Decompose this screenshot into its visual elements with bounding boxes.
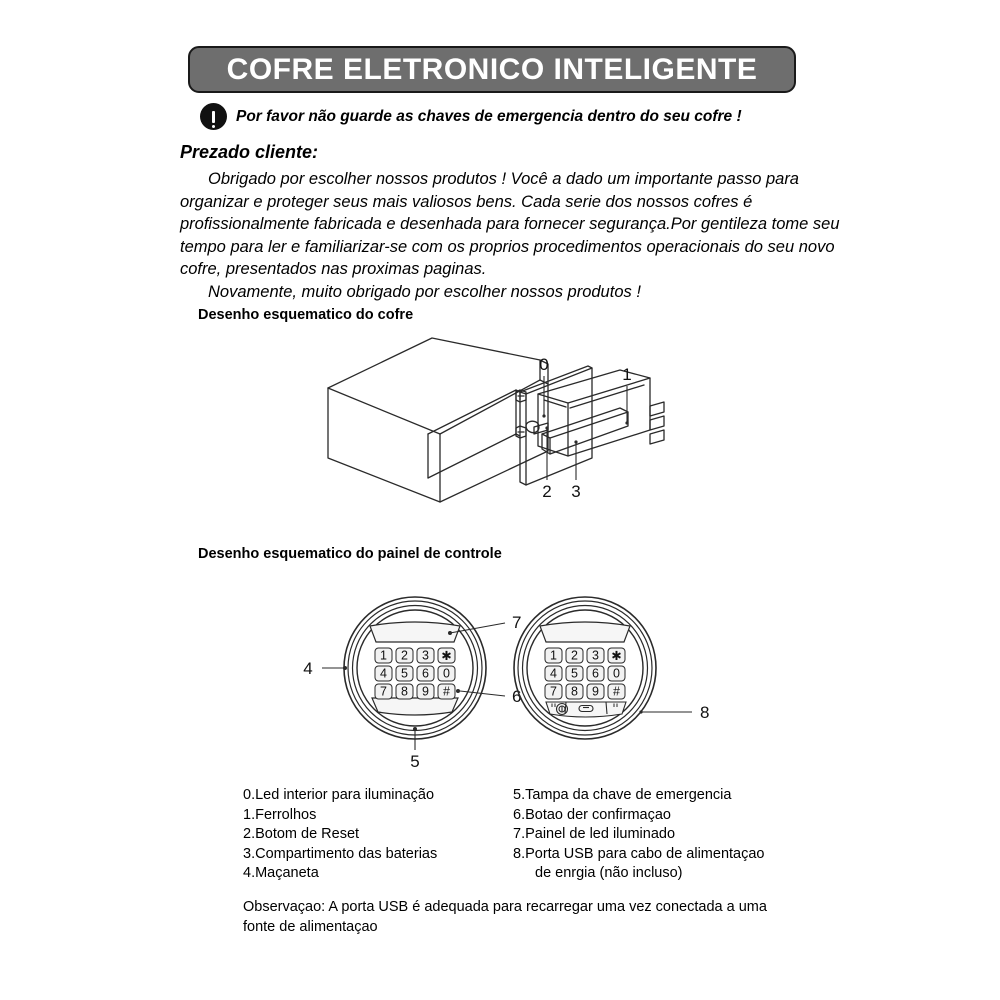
legend-item-8: 8.Porta USB para cabo de alimentaçao	[513, 845, 765, 862]
legend-item-6: 6.Botao der confirmaçao	[513, 806, 671, 823]
exclamation-circle-icon	[200, 103, 227, 130]
svg-text:5: 5	[571, 666, 578, 681]
legend-item-4: 4.Maçaneta	[243, 865, 319, 882]
warning-text: Por favor não guarde as chaves de emergencia dentro do seu cofre !	[236, 107, 742, 125]
legend-item-1: 1.Ferrolhos	[243, 806, 317, 823]
keypad-right	[545, 648, 625, 699]
svg-text:9: 9	[592, 684, 599, 699]
svg-text:6: 6	[592, 666, 599, 681]
warning-notice	[200, 103, 742, 130]
legend-column-right	[513, 786, 783, 884]
safe-schematic-svg	[320, 330, 690, 520]
section-heading-panel: Desenho esquematico do painel de controle	[198, 546, 502, 562]
legend-item-0: 0.Led interior para iluminação	[243, 787, 435, 803]
salutation: Prezado cliente:	[180, 142, 319, 162]
key-7: 7	[380, 684, 387, 699]
key-9: 9	[422, 684, 429, 699]
key-5: 5	[401, 666, 408, 681]
key-4: 4	[380, 666, 387, 681]
legend-item-5: 5.Tampa da chave de emergencia	[513, 787, 732, 803]
legend-item-2: 2.Botom de Reset	[243, 826, 360, 843]
key-2: 2	[401, 648, 408, 663]
key-3: 3	[422, 648, 429, 663]
title-banner	[188, 46, 796, 93]
page-title: COFRE ELETRONICO INTELIGENTE	[226, 52, 758, 86]
key-8: 8	[401, 684, 408, 699]
keypad-left	[375, 648, 455, 699]
svg-text:0: 0	[613, 666, 620, 681]
section-heading-safe: Desenho esquematico do cofre	[198, 307, 414, 323]
svg-text:3: 3	[592, 648, 599, 663]
panel-left	[303, 597, 521, 771]
control-panel-svg	[300, 590, 720, 775]
safe-callout-3: 3	[571, 482, 581, 501]
svg-text:1: 1	[550, 648, 557, 663]
panel-right	[514, 597, 709, 739]
svg-text:#: #	[613, 684, 620, 699]
svg-text:7: 7	[550, 684, 557, 699]
key-hash: #	[443, 684, 450, 699]
svg-text:4: 4	[550, 666, 557, 681]
safe-schematic-figure	[320, 330, 690, 520]
key-6: 6	[422, 666, 429, 681]
legend-item-3: 3.Compartimento das baterias	[243, 845, 438, 862]
letter-paragraph-2: Novamente, muito obrigado por escolher nossos produtos !	[208, 282, 641, 301]
safe-callout-1: 1	[622, 365, 632, 384]
safe-callout-2: 2	[542, 482, 552, 501]
key-star: ✱	[441, 649, 452, 663]
observation-note: Observaçao: A porta USB é adequada para recarregar uma vez conectada a uma fonte de alimentaçao	[243, 899, 767, 935]
panel-callout-4: 4	[303, 659, 313, 678]
safe-callout-0: 0	[539, 355, 549, 374]
svg-text:8: 8	[571, 684, 578, 699]
panel-callout-5: 5	[410, 752, 420, 771]
control-panel-figure	[300, 590, 720, 775]
welcome-letter	[180, 168, 840, 303]
letter-paragraph-1: Obrigado por escolher nossos produtos ! Você a dado um importante passo para organizar e proteger seus mais valiosos bens. Cada serie dos nossos cofres é profissionalmente fabricada e desenhada para fornecer segurança.Por gentileza tome seu tempo para ler e familiarizar-se com os proprios procedimentos operacionais do seu novo cofre, presentados nas proximas paginas.	[180, 170, 840, 278]
svg-text:✱: ✱	[611, 649, 622, 663]
legend-item-7: 7.Painel de led iluminado	[513, 826, 676, 843]
panel-callout-6: 6	[512, 687, 522, 706]
legend-item-8-continuation: de enrgia (não incluso)	[535, 865, 683, 882]
panel-callout-8: 8	[700, 703, 710, 722]
key-1: 1	[380, 648, 387, 663]
svg-text:2: 2	[571, 648, 578, 663]
panel-callout-7: 7	[512, 613, 522, 632]
legend-column-left	[243, 786, 513, 884]
legend	[243, 786, 783, 884]
key-0: 0	[443, 666, 450, 681]
